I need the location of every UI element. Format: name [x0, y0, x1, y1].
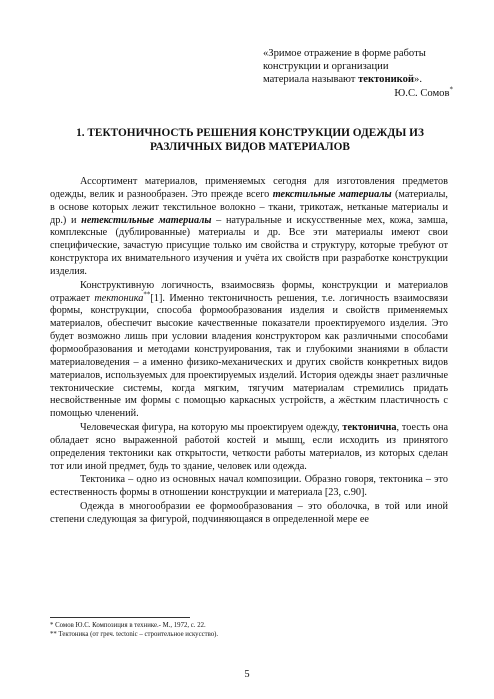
heading-line: РАЗЛИЧНЫХ ВИДОВ МАТЕРИАЛОВ [150, 141, 350, 153]
text-run: Ассортимент материалов, применяемых сегодня для изготовления предметов одежды, велик и разнообразен. Это прежде всего [50, 176, 448, 200]
bold-term: тектонична [342, 422, 397, 434]
heading-line: 1. ТЕКТОНИЧНОСТЬ РЕШЕНИЯ КОНСТРУКЦИИ ОДЕЖДЫ ИЗ [76, 127, 424, 139]
epigraph-key-term: тектоникой [358, 74, 415, 86]
footnote-mark: ** [143, 290, 151, 299]
paragraph [50, 176, 448, 279]
footnote: ** Тектоника (от греч. tectonic – строительное искусство). [50, 631, 219, 638]
text-run: Человеческая фигура, на которую мы проектируем одежду, [80, 422, 343, 434]
epigraph [263, 47, 453, 100]
author-name: Ю.С. Сомов [394, 87, 450, 99]
epigraph-line [263, 73, 453, 86]
emphasis-term: текстильные материалы [272, 188, 392, 200]
epigraph-text: ». [414, 74, 422, 86]
footnotes [50, 621, 448, 639]
page-number: 5 [244, 669, 250, 680]
text-run: , тоесть она обладает ясно выраженной работой костей и мышц, если исходить из принятого определения тектоники как открытости, четкости работы материалов, из которых сделан тот или иной предмет, будь то здание, человек или одежда. [50, 422, 449, 472]
text-run: (материалы, в основе которых лежит текстильное волокно – ткани, трикотаж, нетканые материалы и др.) и [50, 188, 448, 226]
body-text [50, 176, 448, 528]
epigraph-author [263, 87, 453, 100]
footnote-mark: * [449, 85, 453, 94]
text-run: [1]. Именно тектоничность решения, т.е. логичность взаимосвязи формы, конструкции, способа формообразования изделия и свойств применяемых материалов, обеспечит высокие качественные показатели проектируемого изделия. Это будет возможно лишь при условии владения конструктором как различными способами формообразования и методами конструирования, так и глубокими знаниями в области материаловедения – а именно физико-механических и других свойств конкретных видов материалов, используемых для проектируемых изделий. История одежды знает различные тектонические системы, когда мягким, тягучим материалам стремились придать несвойственные им формы с помощью каркасных устройств, а жёстким пластичность с помощью членений. [50, 292, 449, 420]
footnote-divider [50, 617, 190, 618]
paragraph [50, 422, 448, 473]
paragraph: Тектоника – одно из основных начал композиции. Образно говоря, тектоника – это естественность формы в отношении конструкции и материала [23, с.90]. [50, 474, 448, 499]
paragraph [50, 280, 448, 421]
paragraph: Одежда в многообразии ее формообразования – это оболочка, в той или иной степени следующая за фигурой, подчиняющаяся в определенной мере ее [50, 501, 448, 525]
text-run: – натуральные и искусственные мех, кожа, замша, комплексные (дублированные) материалы и др. Все эти материалы имеют свои специфические, зачастую присущие только им свойства и структуру, которые требуют от конструктора их внимательного изучения и учёта их свойств при разработке конструкции изделия. [50, 214, 448, 277]
emphasis-term: нетекстильные материалы [81, 214, 212, 226]
epigraph-line: конструкции и организации [263, 61, 389, 73]
footnote: * Сомов Ю.С. Композиция в технике.- М., 1972, с. 22. [50, 622, 206, 629]
text-run: Конструктивную логичность, взаимосвязь формы, конструкции и материалов отражает [50, 279, 448, 304]
epigraph-line: «Зримое отражение в форме работы [263, 48, 426, 59]
epigraph-text: материала называют [263, 74, 359, 86]
emphasis-term: тектоника [94, 292, 144, 304]
section-heading [40, 126, 460, 154]
